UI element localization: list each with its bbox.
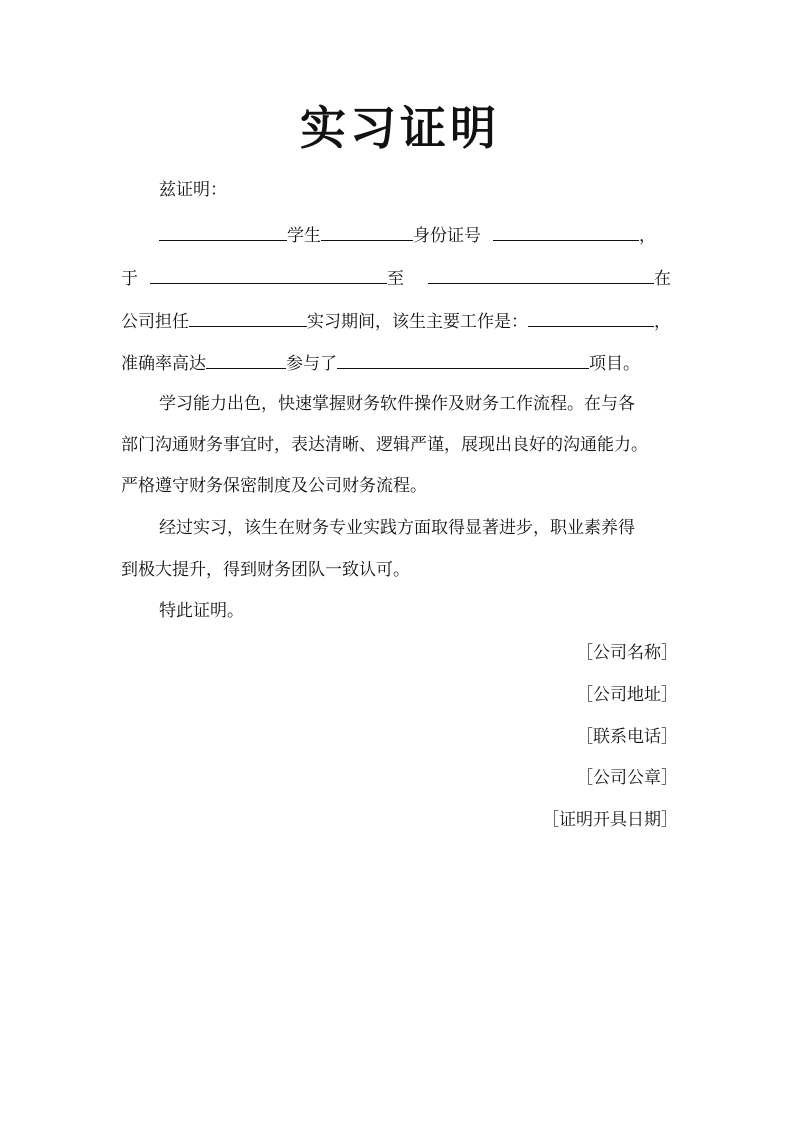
form-line-3 (121, 308, 691, 334)
greeting-line (121, 178, 691, 202)
closing-line (121, 599, 691, 623)
project-end-label: 项目。 (589, 354, 640, 374)
to-label: 至 (387, 269, 404, 289)
paragraph-text: 严格遵守财务保密制度及公司财务流程。 (121, 476, 427, 496)
accuracy-label: 准确率高达 (121, 354, 206, 374)
period-work-label: 实习期间，该生主要工作是： (307, 312, 528, 332)
closing-text: 特此证明。 (159, 601, 244, 621)
work-content-blank[interactable] (528, 308, 654, 327)
accuracy-blank[interactable] (206, 350, 286, 369)
at-label: 于 (121, 269, 138, 289)
paragraph-text: 经过实习，该生在财务专业实践方面取得显著进步，职业素养得 (159, 518, 635, 538)
greeting: 兹证明： (159, 180, 227, 200)
position-blank[interactable] (189, 308, 307, 327)
project-blank[interactable] (337, 350, 589, 369)
form-line-1 (121, 222, 691, 248)
form-line-4 (121, 350, 691, 376)
paragraph-2-line-2 (121, 558, 691, 582)
end-date-blank[interactable] (428, 265, 654, 284)
comma: ， (639, 226, 656, 246)
company-role-label: 公司担任 (121, 312, 189, 332)
id-number-label: 身份证号 (413, 226, 481, 246)
company-name: ［公司名称］ (576, 643, 678, 663)
company-seal: ［公司公章］ (576, 768, 678, 788)
start-date-blank[interactable] (150, 265, 387, 284)
issue-date: ［证明开具日期］ (542, 810, 678, 830)
company-address: ［公司地址］ (576, 685, 678, 705)
paragraph-2-line-1 (121, 516, 691, 540)
in-label: 在 (654, 269, 671, 289)
student-label: 学生 (287, 226, 321, 246)
name-blank[interactable] (159, 222, 287, 241)
form-line-2 (121, 265, 691, 291)
paragraph-text: 学习能力出色，快速掌握财务软件操作及财务工作流程。在与各 (159, 394, 635, 414)
major-blank[interactable] (321, 222, 413, 241)
comma2: ， (654, 312, 671, 332)
document-title: 实习证明 (300, 101, 500, 155)
contact-phone: ［联系电话］ (576, 727, 678, 747)
id-number-blank[interactable] (493, 222, 639, 241)
participated-label: 参与了 (286, 354, 337, 374)
paragraph-1-line-3 (121, 474, 691, 498)
paragraph-text: 到极大提升，得到财务团队一致认可。 (121, 560, 410, 580)
paragraph-1-line-1 (121, 392, 691, 416)
paragraph-text: 部门沟通财务事宜时，表达清晰、逻辑严谨，展现出良好的沟通能力。 (121, 435, 648, 455)
paragraph-1-line-2 (121, 433, 691, 457)
